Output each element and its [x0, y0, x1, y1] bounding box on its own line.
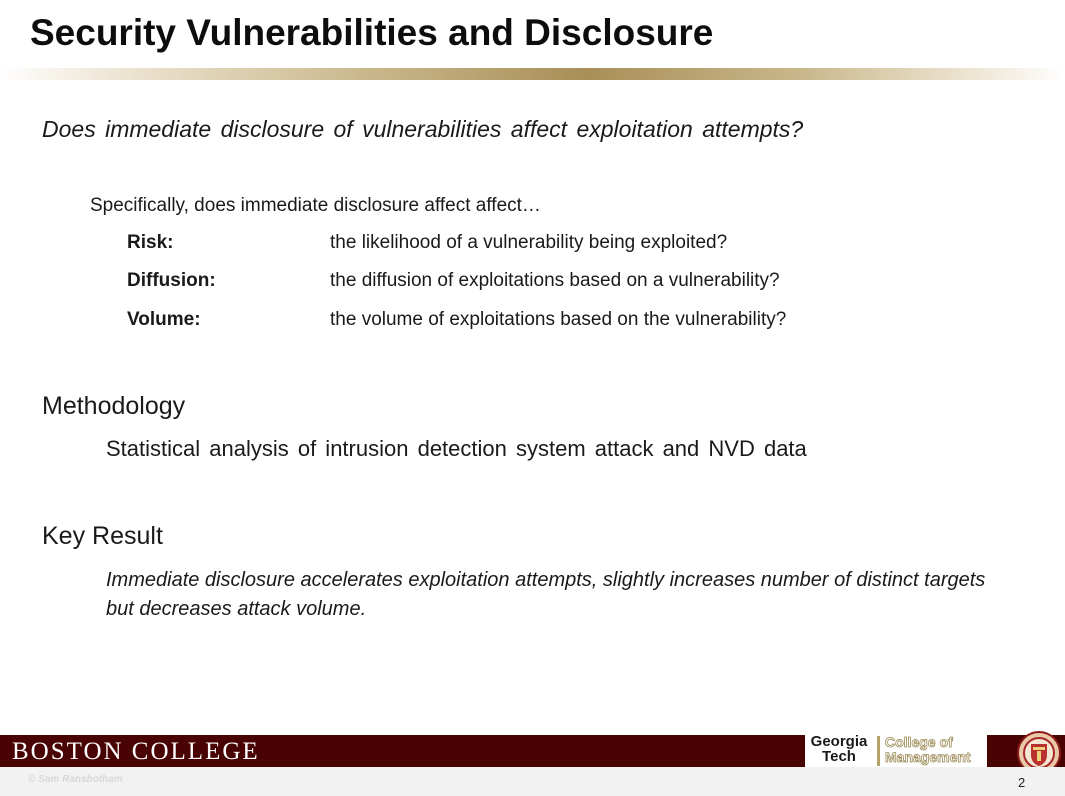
institution-wordmark: BOSTON COLLEGE: [12, 738, 260, 765]
georgia-tech-logo: [805, 733, 987, 769]
title-underline: [0, 68, 1065, 80]
intro-text: Specifically, does immediate disclosure affect affect…: [90, 195, 541, 216]
page-number: 2: [1018, 775, 1026, 790]
key-result-heading: Key Result: [42, 522, 163, 550]
slide-title: Security Vulnerabilities and Disclosure: [30, 12, 714, 53]
college-of-management-wordmark: [885, 735, 987, 765]
definition-term: Diffusion:: [127, 270, 216, 291]
definition-term: Risk:: [127, 232, 174, 253]
definition-text: the diffusion of exploitations based on a vulnerability?: [330, 270, 780, 291]
georgia-line: Georgia: [810, 733, 868, 750]
definition-text: the volume of exploitations based on the vulnerability?: [330, 309, 787, 330]
logo-divider: [877, 736, 880, 766]
footer-strip: [0, 767, 1065, 796]
copyright-text: © Sam Ransbotham: [28, 774, 123, 785]
key-result-text: Immediate disclosure accelerates exploitation attempts, slightly increases number of distinct targets but decreases attack volume.: [106, 569, 986, 620]
management-line: Management: [885, 749, 971, 765]
methodology-text: Statistical analysis of intrusion detection system attack and NVD data: [106, 436, 807, 461]
definition-term: Volume:: [127, 309, 201, 330]
definition-text: the likelihood of a vulnerability being exploited?: [330, 232, 728, 253]
college-of-line: College of: [885, 734, 953, 750]
research-question: Does immediate disclosure of vulnerabilities affect exploitation attempts?: [42, 116, 804, 142]
tech-line: Tech: [822, 748, 856, 765]
methodology-heading: Methodology: [42, 392, 186, 420]
georgia-tech-wordmark: [805, 734, 873, 764]
